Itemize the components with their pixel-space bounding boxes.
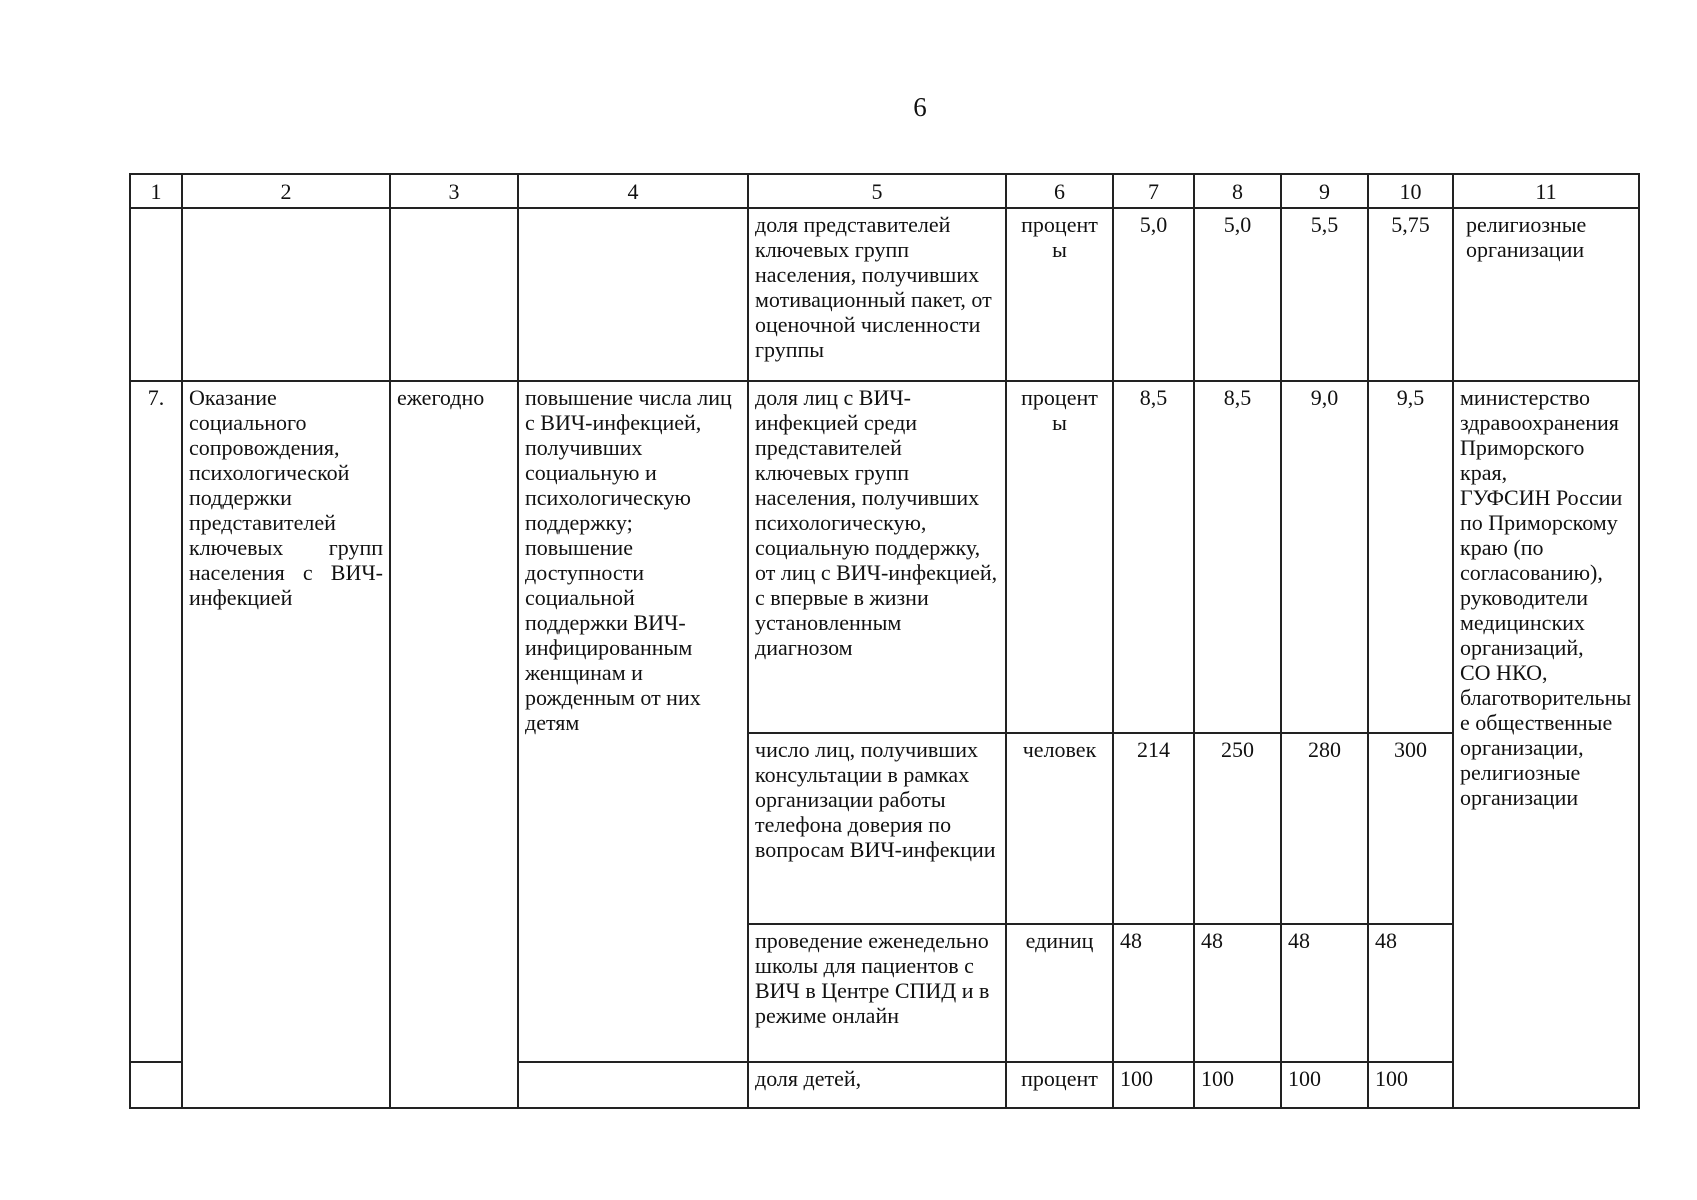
measure-result: повышение числа лиц с ВИЧ-инфекцией, получивших социальную и психологическую поддержку; повышение доступности социальной поддержки ВИЧ-инфицированным женщинам и рожденным от них детям bbox=[518, 381, 748, 1062]
value-cell: 250 bbox=[1194, 733, 1281, 924]
value-cell: 5,0 bbox=[1113, 208, 1194, 381]
empty-cell bbox=[518, 208, 748, 381]
indicator-cell: число лиц, получивших консультации в рамках организации работы телефона доверия по вопросам ВИЧ-инфекции bbox=[748, 733, 1006, 924]
measure-name: Оказание социального сопровождения, психологической поддержки представителей ключевых групп населения с ВИЧ-инфекцией bbox=[182, 381, 390, 1108]
indicator-cell: доля детей, bbox=[748, 1062, 1006, 1108]
header-cell: 6 bbox=[1006, 174, 1113, 208]
header-cell: 11 bbox=[1453, 174, 1639, 208]
header-cell: 7 bbox=[1113, 174, 1194, 208]
value-cell: 5,75 bbox=[1368, 208, 1453, 381]
value-cell: 48 bbox=[1281, 924, 1368, 1062]
empty-cell bbox=[390, 208, 518, 381]
value-cell: 280 bbox=[1281, 733, 1368, 924]
executor-cell: религиозные организации bbox=[1453, 208, 1639, 381]
item-number: 7. bbox=[130, 381, 182, 1062]
value-cell: 100 bbox=[1281, 1062, 1368, 1108]
measure-period: ежегодно bbox=[390, 381, 518, 1108]
unit-cell: процент bbox=[1006, 1062, 1113, 1108]
value-cell: 8,5 bbox=[1194, 381, 1281, 733]
unit-cell: процент ы bbox=[1006, 208, 1113, 381]
executor-text: руководители медицинских организаций, bbox=[1460, 585, 1588, 660]
page-number: 6 bbox=[913, 92, 927, 122]
value-cell: 100 bbox=[1368, 1062, 1453, 1108]
indicator-cell: проведение еженедельно школы для пациентов с ВИЧ в Центре СПИД и в режиме онлайн bbox=[748, 924, 1006, 1062]
unit-cell: процент ы bbox=[1006, 381, 1113, 733]
value-cell: 9,0 bbox=[1281, 381, 1368, 733]
value-cell: 8,5 bbox=[1113, 381, 1194, 733]
value-cell: 100 bbox=[1194, 1062, 1281, 1108]
value-cell: 48 bbox=[1113, 924, 1194, 1062]
header-cell: 2 bbox=[182, 174, 390, 208]
table-row bbox=[130, 208, 1639, 381]
value-cell: 48 bbox=[1194, 924, 1281, 1062]
empty-cell bbox=[130, 1062, 182, 1108]
unit-cell: единиц bbox=[1006, 924, 1113, 1062]
executor-text: министерство здравоохранения Приморского края, bbox=[1460, 385, 1619, 485]
executor-text: СО НКО, bbox=[1460, 660, 1548, 685]
header-cell: 4 bbox=[518, 174, 748, 208]
header-row bbox=[130, 174, 1639, 208]
value-cell: 100 bbox=[1113, 1062, 1194, 1108]
value-cell: 48 bbox=[1368, 924, 1453, 1062]
value-cell: 214 bbox=[1113, 733, 1194, 924]
measures-table bbox=[129, 173, 1640, 1109]
header-cell: 3 bbox=[390, 174, 518, 208]
header-cell: 8 bbox=[1194, 174, 1281, 208]
indicator-cell: доля лиц с ВИЧ-инфекцией среди представителей ключевых групп населения, получивших психологическую, социальную поддержку, от лиц с ВИЧ-инфекцией, с впервые в жизни установленным диагнозом bbox=[748, 381, 1006, 733]
empty-cell bbox=[518, 1062, 748, 1108]
empty-cell bbox=[182, 208, 390, 381]
header-cell: 9 bbox=[1281, 174, 1368, 208]
table-row bbox=[130, 381, 1639, 733]
indicator-cell: доля представителей ключевых групп населения, получивших мотивационный пакет, от оценочной численности группы bbox=[748, 208, 1006, 381]
executor-text: благотворительные общественные организации, религиозные организации bbox=[1460, 685, 1632, 810]
value-cell: 300 bbox=[1368, 733, 1453, 924]
empty-cell bbox=[130, 208, 182, 381]
header-cell: 5 bbox=[748, 174, 1006, 208]
executor-text: ГУФСИН России по Приморскому краю (по согласованию), bbox=[1460, 485, 1623, 585]
value-cell: 5,5 bbox=[1281, 208, 1368, 381]
unit-cell: человек bbox=[1006, 733, 1113, 924]
value-cell: 5,0 bbox=[1194, 208, 1281, 381]
header-cell: 10 bbox=[1368, 174, 1453, 208]
header-cell: 1 bbox=[130, 174, 182, 208]
executors-cell bbox=[1453, 381, 1639, 1108]
value-cell: 9,5 bbox=[1368, 381, 1453, 733]
